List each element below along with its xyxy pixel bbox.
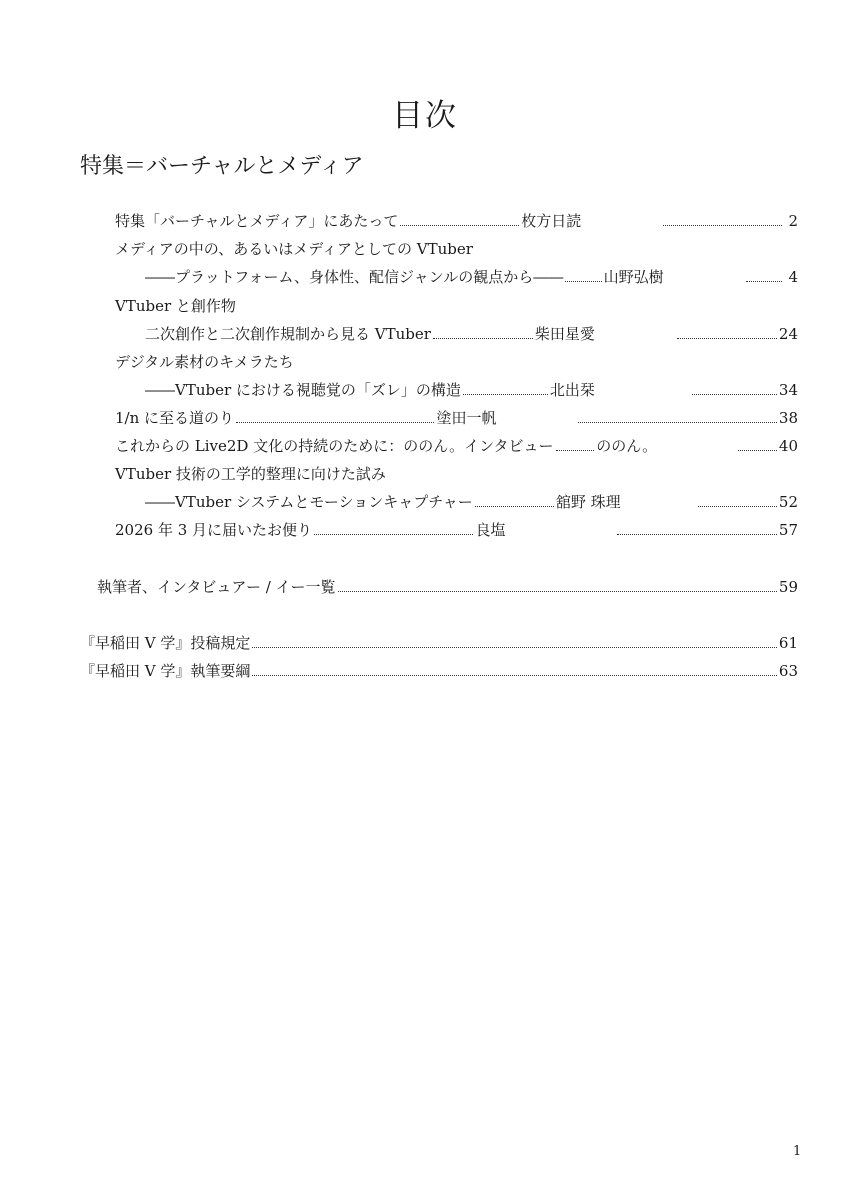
toc-subtitle: 二次創作と二次創作規制から見る VTuber [145, 325, 431, 343]
toc-title-line[interactable]: VTuber 技術の工学的整理に向けた試み [115, 465, 386, 483]
leader-dots [663, 225, 782, 226]
toc-entry[interactable] [145, 491, 798, 513]
toc-subtitle: ――プラットフォーム、身体性、配信ジャンルの観点から―― [145, 268, 564, 286]
toc-title: 執筆者、インタビュアー / イー一覧 [97, 578, 336, 596]
toc-author: 柴田星愛 [534, 325, 595, 343]
toc-entry-rules[interactable] [80, 632, 798, 654]
toc-page: 4 [788, 268, 798, 286]
toc-author: ののん。 [596, 437, 658, 455]
leader-dots [314, 534, 473, 535]
leader-dots [463, 394, 548, 395]
toc-title-line[interactable]: デジタル素材のキメラたち [115, 353, 294, 371]
toc-title: これからの Live2D 文化の持続のために：ののん。インタビュー [115, 437, 554, 455]
toc-title-line[interactable]: メディアの中の、あるいはメディアとしての VTuber [115, 240, 473, 258]
leader-dots [556, 450, 595, 451]
leader-dots [565, 281, 601, 282]
toc-title: 1/n に至る道のり [115, 409, 235, 427]
toc-entry[interactable] [145, 379, 798, 401]
toc-page: 59 [778, 578, 798, 596]
page-title: 目次 [392, 98, 458, 134]
toc-entry-guidelines[interactable] [80, 660, 798, 682]
leader-dots [677, 338, 777, 339]
toc-title: 2026 年 3 月に届いたお便り [115, 521, 313, 539]
toc-entry[interactable] [115, 435, 798, 457]
toc-author: 北出栞 [549, 381, 595, 399]
toc-entry[interactable] [115, 519, 798, 541]
toc-title: 『早稲田 V 学』投稿規定 [80, 634, 251, 652]
leader-dots [252, 647, 777, 648]
toc-author: 山野弘樹 [603, 268, 664, 286]
toc-title: 『早稲田 V 学』執筆要綱 [80, 662, 251, 680]
toc-author: 舘野 珠理 [555, 493, 621, 511]
toc-page: 52 [778, 493, 798, 511]
leader-dots [617, 534, 776, 535]
toc-author: 塗田一帆 [436, 409, 497, 427]
toc-page: 34 [778, 381, 799, 399]
toc-title: 特集「バーチャルとメディア」にあたって [115, 212, 399, 230]
toc-entry-contributors[interactable] [97, 576, 798, 598]
toc-page: 24 [778, 325, 799, 343]
page-number: 1 [793, 1144, 802, 1159]
toc-entry[interactable] [145, 266, 798, 288]
toc-author: 枚方日読 [521, 212, 582, 230]
section-heading: 特集＝バーチャルとメディア [80, 154, 364, 179]
toc-title-line[interactable]: VTuber と創作物 [115, 297, 236, 315]
leader-dots [252, 675, 777, 676]
toc-page: 38 [778, 409, 798, 427]
leader-dots [433, 338, 533, 339]
leader-dots [698, 506, 777, 507]
toc-entry[interactable] [145, 323, 798, 345]
toc-page: 63 [778, 662, 798, 680]
toc-subtitle: ――VTuber における視聴覚の「ズレ」の構造 [145, 381, 461, 399]
toc-author: 良塩 [475, 521, 506, 539]
toc-page: 57 [778, 521, 798, 539]
leader-dots [578, 422, 776, 423]
toc-entry[interactable] [115, 407, 798, 429]
toc-page: 61 [778, 634, 798, 652]
leader-dots [236, 422, 434, 423]
leader-dots [338, 591, 777, 592]
leader-dots [400, 225, 519, 226]
toc-page: 40 [778, 437, 798, 455]
toc-entry[interactable] [115, 210, 798, 232]
leader-dots [746, 281, 782, 282]
toc-page: 2 [788, 212, 799, 230]
leader-dots [692, 394, 777, 395]
leader-dots [475, 506, 554, 507]
leader-dots [738, 450, 777, 451]
toc-subtitle: ――VTuber システムとモーションキャプチャー [145, 493, 473, 511]
